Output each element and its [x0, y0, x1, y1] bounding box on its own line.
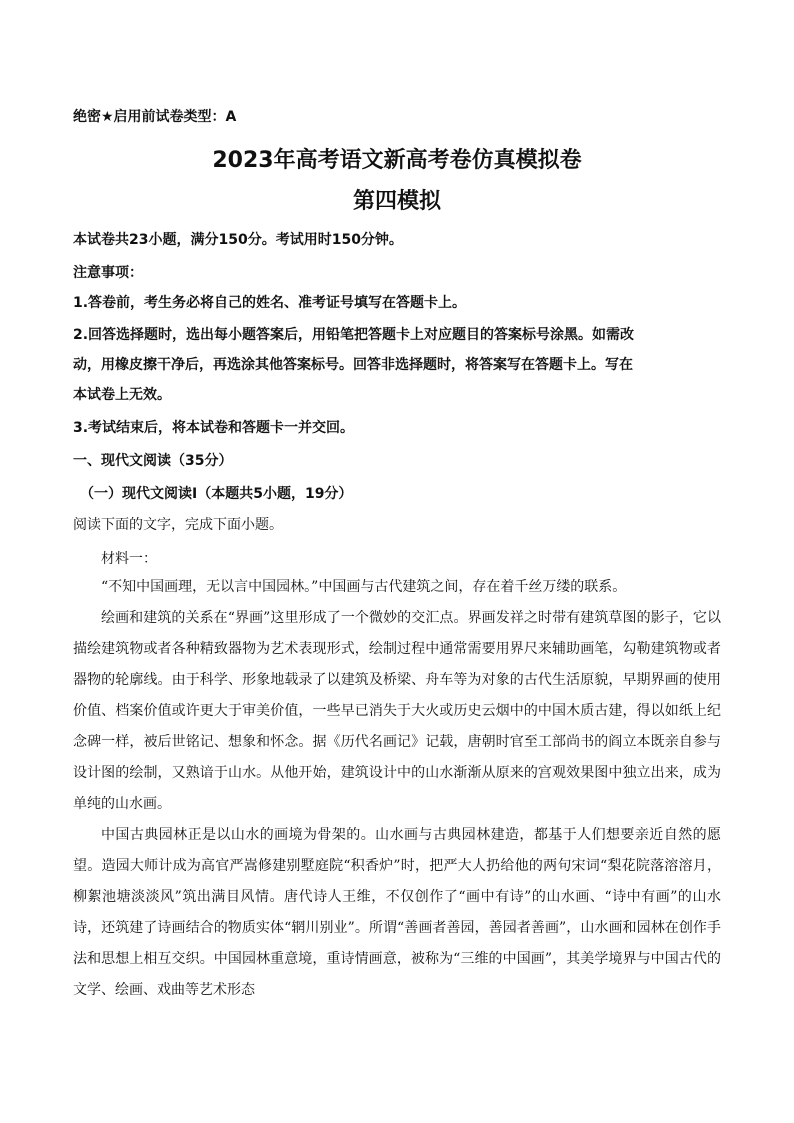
passage-paragraph-1: “不知中国画理，无以言中国园林。”中国画与古代建筑之间，存在着千丝万缕的联系。: [101, 579, 627, 595]
note-2-line-1: 2.回答选择题时，选出每小题答案后，用铅笔把答题卡上对应题目的答案标号涂黑。如需改: [73, 327, 635, 343]
material-label: 材料一：: [101, 551, 157, 567]
note-2-line-2: 动，用橡皮擦干净后，再选涂其他答案标号。回答非选择题时，将答案写在答题卡上。写在: [73, 357, 633, 373]
exam-title: 2023年高考语文新高考卷仿真模拟卷: [212, 148, 582, 173]
exam-summary: 本试卷共23小题，满分150分。考试用时150分钟。: [73, 232, 403, 248]
passage-paragraph-2: 绘画和建筑的关系在“界画”这里形成了一个微妙的交汇点。界画发祥之时带有建筑草图的影子，它以描绘建筑物或者各种精致器物为艺术表现形式，绘制过程中通常需要用界尺来辅助画笔，勾勒建筑物或者器物的轮廓线。由于科学、形象地载录了以建筑及桥梁、舟车等为对象的古代生活原貌，早期界画的使用价值、档案价值或许更大于审美价值，一些早已消失于大火或历史云烟中的中国木质古建，得以如纸上纪念碑一样，被后世铭记、想象和怀念。据《历代名画记》记载，唐朝时官至工部尚书的阎立本既亲自参与设计图的绘制，又熟谙于山水。从他开始，建筑设计中的山水渐渐从原来的宫观效果图中独立出来，成为单纯的山水画。: [73, 610, 721, 812]
exam-subtitle: 第四模拟: [352, 189, 441, 214]
passage-paragraph-3: 中国古典园林正是以山水的画境为骨架的。山水画与古典园林建造，都基于人们想要亲近自然的愿望。造园大师计成为高官严嵩修建别墅庭院“积香炉”时，把严大人扔给他的两句宋词“梨花院落溶溶月，柳絮池塘淡淡风”筑出满目风情。唐代诗人王维，不仅创作了“画中有诗”的山水画、“诗中有画”的山水诗，还筑建了诗画结合的物质实体“辋川别业”。所谓“善画者善园，善园者善画”，山水画和园林在创作手法和思想上相互交织。中国园林重意境，重诗情画意，被称为“三维的中国画”，其美学境界与中国古代的文学、绘画、戏曲等艺术形态: [73, 827, 721, 998]
section-heading: 一、现代文阅读（35分）: [73, 453, 233, 469]
note-1: 1.答卷前，考生务必将自己的姓名、准考证号填写在答题卡上。: [73, 295, 467, 311]
note-2-line-3: 本试卷上无效。: [73, 387, 171, 403]
sub-section-heading: （一）现代文阅读Ⅰ（本题共5小题，19分）: [80, 486, 353, 502]
note-3: 3.考试结束后，将本试卷和答题卡一并交回。: [73, 420, 355, 436]
reading-instruction: 阅读下面的文字，完成下面小题。: [73, 517, 283, 533]
notes-heading: 注意事项：: [73, 265, 143, 281]
secret-label: 绝密★启用前试卷类型：A: [73, 109, 237, 125]
